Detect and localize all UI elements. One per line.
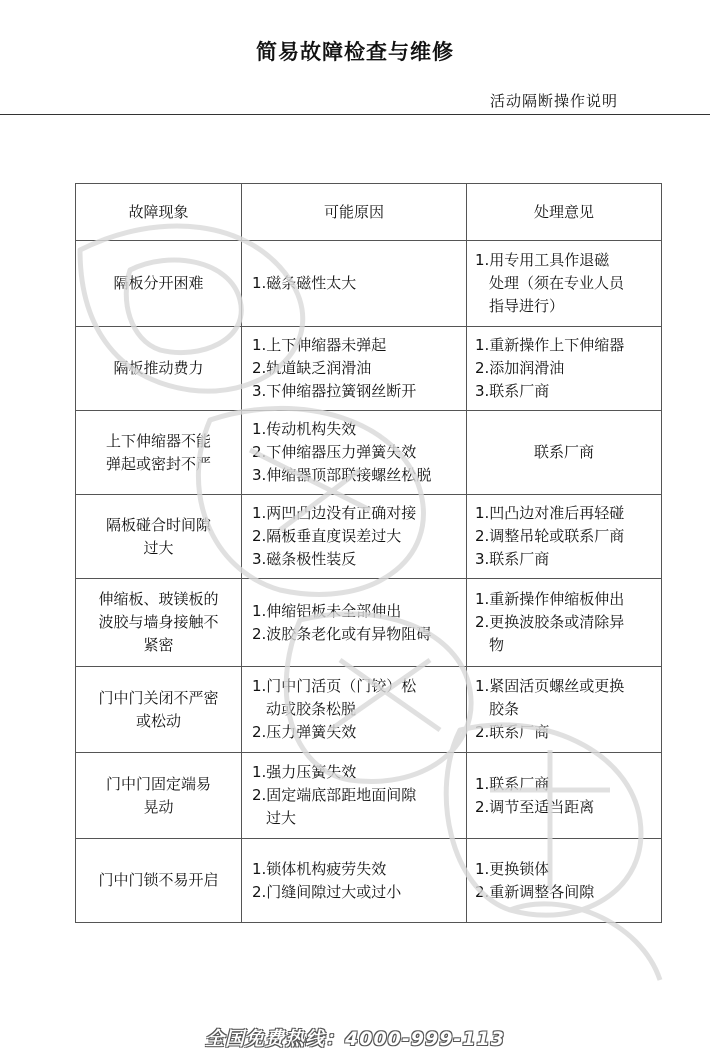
table-row (76, 667, 662, 753)
cause-cell-line: 2.固定端底部距地面间隙 (252, 786, 417, 804)
cause-cell (242, 839, 467, 923)
symptom-cell (76, 241, 242, 327)
cause-cell-line: 1.传动机构失效 (252, 420, 357, 438)
fix-cell-line: 物 (489, 636, 505, 654)
cause-cell-line: 3.磁条极性装反 (252, 550, 357, 568)
cause-cell (242, 411, 467, 495)
cause-cell (242, 241, 467, 327)
symptom-cell (76, 495, 242, 579)
cause-cell-line: 2.轨道缺乏润滑油 (252, 359, 372, 377)
column-header-fix: 处理意见 (467, 184, 662, 241)
cause-cell (242, 667, 467, 753)
cause-cell-line: 过大 (266, 809, 297, 827)
page-title: 简易故障检查与维修 (256, 40, 454, 64)
cause-cell (242, 327, 467, 411)
fix-cell-line: 胶条 (489, 700, 520, 718)
cause-cell (242, 495, 467, 579)
symptom-cell (76, 327, 242, 411)
cause-cell-line: 2.门缝间隙过大或过小 (252, 882, 402, 901)
fix-cell-line: 指导进行） (489, 297, 565, 315)
cause-cell (242, 753, 467, 839)
column-header-cause: 可能原因 (242, 184, 467, 241)
fix-cell-line: 2.调整吊轮或联系厂商 (475, 527, 625, 545)
table-row (76, 241, 662, 327)
fault-table (75, 183, 662, 923)
table-row (76, 327, 662, 411)
cause-cell (242, 579, 467, 667)
cause-cell-line: 2.下伸缩器压力弹簧失效 (252, 443, 417, 461)
cause-cell-line: 2.压力弹簧失效 (252, 723, 357, 741)
symptom-cell-line: 隔板分开困难 (113, 274, 204, 292)
fix-cell-line: 1.用专用工具作退磁 (475, 251, 610, 269)
symptom-cell-line: 隔板碰合时间隙 (105, 515, 211, 534)
fix-cell-line: 处理（须在专业人员 (489, 274, 625, 292)
fix-cell (467, 579, 662, 667)
symptom-cell-line: 波胶与墙身接触不 (98, 613, 219, 631)
fix-cell-line: 3.联系厂商 (475, 550, 550, 568)
table-row (76, 579, 662, 667)
hotline-footer: 全国免费热线：4000-999-113 (205, 1028, 505, 1050)
header-divider (0, 114, 710, 115)
table-row (76, 753, 662, 839)
symptom-cell-line: 门中门固定端易 (105, 774, 211, 793)
cause-cell-line: 3.下伸缩器拉簧钢丝断开 (252, 382, 417, 400)
fix-cell-line: 1.重新操作伸缩板伸出 (475, 590, 625, 608)
fix-cell-line: 2.调节至适当距离 (475, 797, 595, 816)
symptom-cell-line: 伸缩板、玻镁板的 (98, 590, 219, 608)
symptom-cell-line: 或松动 (135, 711, 181, 730)
fix-cell-line: 2.重新调整各间隙 (475, 882, 595, 901)
symptom-cell (76, 753, 242, 839)
fix-cell (467, 495, 662, 579)
symptom-cell-line: 门中门关闭不严密 (98, 688, 219, 707)
cause-cell-line: 1.磁条磁性太大 (252, 274, 357, 292)
symptom-cell-line: 紧密 (143, 636, 174, 654)
cause-cell-line: 1.上下伸缩器未弹起 (252, 336, 387, 354)
symptom-cell-line: 晃动 (143, 797, 174, 816)
cause-cell-line: 1.锁体机构疲劳失效 (252, 859, 387, 878)
table-row (76, 839, 662, 923)
symptom-cell-line: 门中门锁不易开启 (98, 871, 219, 889)
fix-cell (467, 753, 662, 839)
column-header-symptom: 故障现象 (76, 184, 242, 241)
symptom-cell (76, 839, 242, 923)
symptom-cell-line: 上下伸缩器不能 (105, 431, 211, 450)
fix-cell-line: 3.联系厂商 (475, 382, 550, 400)
fix-cell-line: 1.更换锁体 (475, 859, 550, 878)
fix-cell-line: 1.凹凸边对准后再轻碰 (475, 504, 625, 522)
symptom-cell-line: 隔板推动费力 (113, 359, 204, 377)
fix-cell-line: 1.紧固活页螺丝或更换 (475, 677, 625, 695)
table-header-row (76, 184, 662, 241)
table-row (76, 495, 662, 579)
cause-cell-line: 1.门中门活页（门铰）松 (252, 677, 417, 695)
table-body (76, 241, 662, 923)
cause-cell-line: 动或胶条松脱 (266, 700, 357, 718)
fix-cell (467, 839, 662, 923)
cause-cell-line: 1.两凹凸边没有正确对接 (252, 504, 417, 522)
symptom-cell-line: 弹起或密封不严 (105, 454, 211, 473)
symptom-cell (76, 411, 242, 495)
fix-cell-line: 1.联系厂商 (475, 774, 550, 793)
fix-cell (467, 411, 662, 495)
symptom-cell (76, 579, 242, 667)
cause-cell-line: 2.波胶条老化或有异物阻碍 (252, 624, 432, 643)
cause-cell-line: 1.伸缩铝板未全部伸出 (252, 601, 402, 620)
fix-cell-line: 联系厂商 (533, 443, 594, 461)
fix-cell (467, 327, 662, 411)
cause-cell-line: 1.强力压簧失效 (252, 763, 357, 781)
fix-cell-line: 2.添加润滑油 (475, 359, 565, 377)
fix-cell (467, 241, 662, 327)
cause-cell-line: 3.伸缩器顶部联接螺丝松脱 (252, 466, 432, 484)
fix-cell-line: 1.重新操作上下伸缩器 (475, 336, 625, 354)
fix-cell (467, 667, 662, 753)
fix-cell-line: 2.更换波胶条或清除异 (475, 613, 625, 631)
page-subtitle: 活动隔断操作说明 (490, 92, 619, 110)
symptom-cell (76, 667, 242, 753)
symptom-cell-line: 过大 (143, 538, 174, 557)
fix-cell-line: 2.联系厂商 (475, 723, 550, 741)
cause-cell-line: 2.隔板垂直度误差过大 (252, 527, 402, 545)
table-row (76, 411, 662, 495)
